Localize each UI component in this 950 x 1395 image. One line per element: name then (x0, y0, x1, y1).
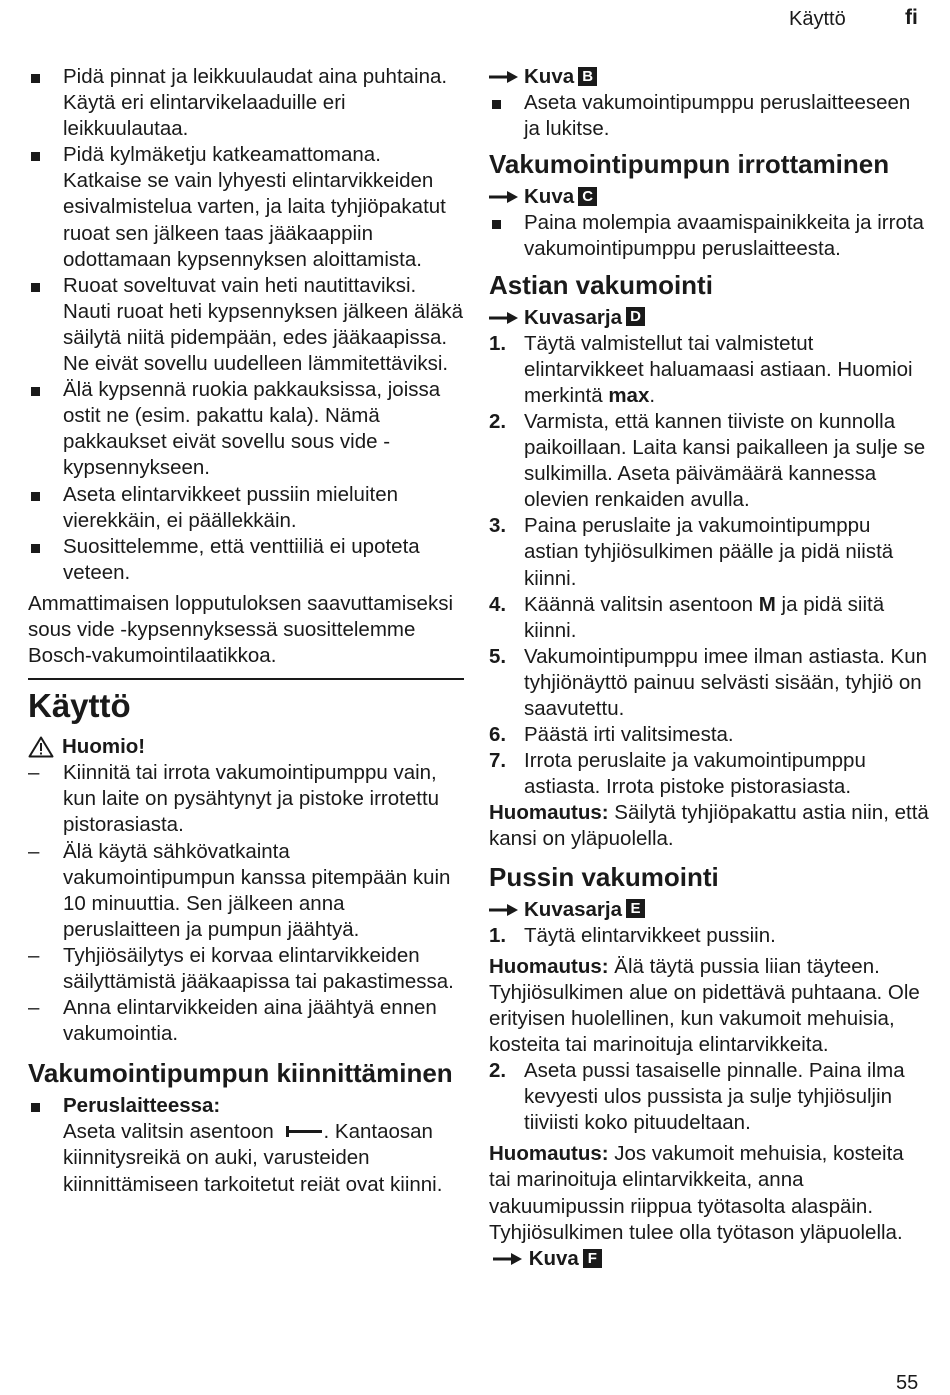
bullet-square-icon (31, 492, 40, 501)
step-item: 1. Täytä valmistellut tai valmistetut elintarvikkeet haluamaasi astiaan. Huomioi merkintä max. (489, 331, 913, 407)
figure-letter-badge: B (578, 67, 597, 86)
list-item: Pidä kylmäketju katkeamattomana. Katkaise se vain lyhyesti elintarvikkeiden esivalmistelua varten, ja laita tyhjiöpakatut ruoat sen jälkeen taas jääkaappiin odottamaan kypsennyksen aloittamista. (28, 142, 464, 272)
bullet-square-icon (492, 100, 501, 109)
bag-heading: Pussin vakumointi (489, 861, 719, 892)
note-paragraph: Huomautus: Jos vakumoit mehuisia, kosteita tai marinoituja elintarvikkeita, anna vakuumipussin riippua työtasolta alaspäin. Tyhjiösulkimen tulee olla työtason yläpuolella. Kuva F (489, 1142, 904, 1270)
figure-letter-badge: F (583, 1249, 602, 1268)
figure-reference-c: Kuva C (489, 184, 929, 210)
container-heading: Astian vakumointi (489, 269, 713, 300)
bullet-square-icon (31, 283, 40, 292)
arrow-right-icon (489, 190, 519, 204)
list-item: Peruslaitteessa: Aseta valitsin asentoon . Kantaosan kiinnitysreikä on auki, varusteiden kiinnittämiseen tarkoitetut reiät ovat kiinni. (28, 1093, 464, 1197)
step-item: 5. Vakumointipumppu imee ilman astiasta. Kun tyhjiönäyttö painuu selvästi sisään, tyhjiö on saavutettu. (489, 644, 927, 720)
bullet-square-icon (31, 387, 40, 396)
bullet-square-icon (492, 220, 501, 229)
list-item: Suosittelemme, että venttiiliä ei upoteta veteen. (28, 534, 464, 586)
step-item: 2. Aseta pussi tasaiselle pinnalle. Paina ilma kevyesti ulos pussista ja sulje tyhjiösuljin tiiviisti koko pituudeltaan. (489, 1059, 905, 1135)
bullet-square-icon (31, 152, 40, 161)
arrow-right-icon (489, 311, 519, 325)
language-code: fi (905, 6, 918, 29)
step-item: 6. Päästä irti valitsimesta. (489, 723, 734, 747)
right-column (489, 64, 929, 1272)
arrow-right-icon (489, 903, 519, 917)
list-item: Aseta vakumointipumppu peruslaitteeseen ja lukitse. (489, 90, 929, 142)
figure-reference-e: Kuvasarja E (489, 897, 929, 923)
bullet-square-icon (31, 74, 40, 83)
bullet-square-icon (31, 544, 40, 553)
step-item: 4. Käännä valitsin asentoon M ja pidä siitä kiinni. (489, 592, 885, 642)
figure-reference-b: Kuva B (489, 64, 929, 90)
warning-triangle-icon (28, 736, 54, 758)
list-item: Aseta elintarvikkeet pussiin mieluiten vierekkäin, ei päällekkäin. (28, 482, 464, 534)
list-item: Pidä pinnat ja leikkuulaudat aina puhtaina. Käytä eri elintarvikelaaduille eri leikkuulautaa. (28, 64, 464, 142)
vacuum-position-icon (284, 1123, 324, 1139)
figure-letter-badge: E (626, 899, 645, 918)
step-item: 7. Irrota peruslaite ja vakumointipumppu astiasta. Irrota pistoke pistorasiasta. (489, 749, 866, 799)
step-item: 1. Täytä elintarvikkeet pussiin. (489, 923, 776, 947)
attach-heading: Vakumointipumpun kiinnittäminen (28, 1058, 453, 1089)
list-item: Paina molempia avaamispainikkeita ja irrota vakumointipumppu peruslaitteesta. (489, 210, 929, 262)
page-number: 55 (896, 1372, 919, 1394)
figure-letter-badge: D (626, 307, 645, 326)
figure-reference-d: Kuvasarja D (489, 305, 929, 331)
warning-item: – Anna elintarvikkeiden aina jäähtyä ennen vakumointia. (28, 996, 437, 1046)
list-item: Älä kypsennä ruokia pakkauksissa, joissa ostit ne (esim. pakattu kala). Nämä pakkaukset eivät sovellu sous vide -kypsennykseen. (28, 377, 464, 481)
warning-item: – Kiinnitä tai irrota vakumointipumppu vain, kun laite on pysähtynyt ja pistoke irrotettu pistorasiasta. (28, 761, 440, 837)
section-divider (28, 678, 464, 680)
figure-letter-badge: C (578, 187, 597, 206)
section-heading-usage: Käyttö (28, 687, 131, 725)
step-item: 2. Varmista, että kannen tiiviste on kunnolla paikoillaan. Laita kansi paikalleen ja sulje se sulkimilla. Aseta päivämäärä kannessa olevien renkaiden avulla. (489, 409, 926, 512)
arrow-right-icon (489, 70, 519, 84)
list-item: Ruoat soveltuvat vain heti nautittaviksi. Nauti ruoat heti kypsennyksen jälkeen äläkä säilytä niitä pidempään, edes jääkaapissa. Ne eivät sovellu uudelleen lämmitettäviksi. (28, 273, 464, 377)
figure-reference-f: Kuva (528, 1246, 579, 1270)
left-column (28, 64, 464, 1198)
warning-item: – Älä käytä sähkövatkainta vakumointipumpun kanssa pitempään kuin 10 minuuttia. Sen jälkeen anna peruslaitteen ja pumpun jäähtyä. (28, 839, 451, 941)
note-paragraph: Huomautus: Säilytä tyhjiöpakattu astia niin, että kansi on yläpuolella. (489, 801, 929, 851)
arrow-right-icon (493, 1252, 523, 1266)
warning-label: Huomio! (28, 734, 464, 760)
warning-item: – Tyhjiösäilytys ei korvaa elintarvikkeiden säilyttämistä jääkaapissa tai pakastimessa. (28, 943, 454, 993)
step-item: 3. Paina peruslaite ja vakumointipumppu astian tyhjiösulkimen päälle ja pidä niistä kiinni. (489, 514, 894, 590)
detach-heading: Vakumointipumpun irrottaminen (489, 149, 890, 180)
bullet-square-icon (31, 1103, 40, 1112)
closing-paragraph: Ammattimaisen lopputuloksen saavuttamiseksi sous vide -kypsennyksessä suosittelemme Bosch-vakumointilaatikkoa. (28, 591, 453, 668)
running-header-section: Käyttö (789, 8, 846, 30)
note-paragraph: Huomautus: Älä täytä pussia liian täyteen. Tyhjiösulkimen alue on pidettävä puhtaana. Ole erityisen huolellinen, kun vakumoit mehuisia, kosteita tai marinoituja elintarvikkeita. (489, 954, 920, 1056)
